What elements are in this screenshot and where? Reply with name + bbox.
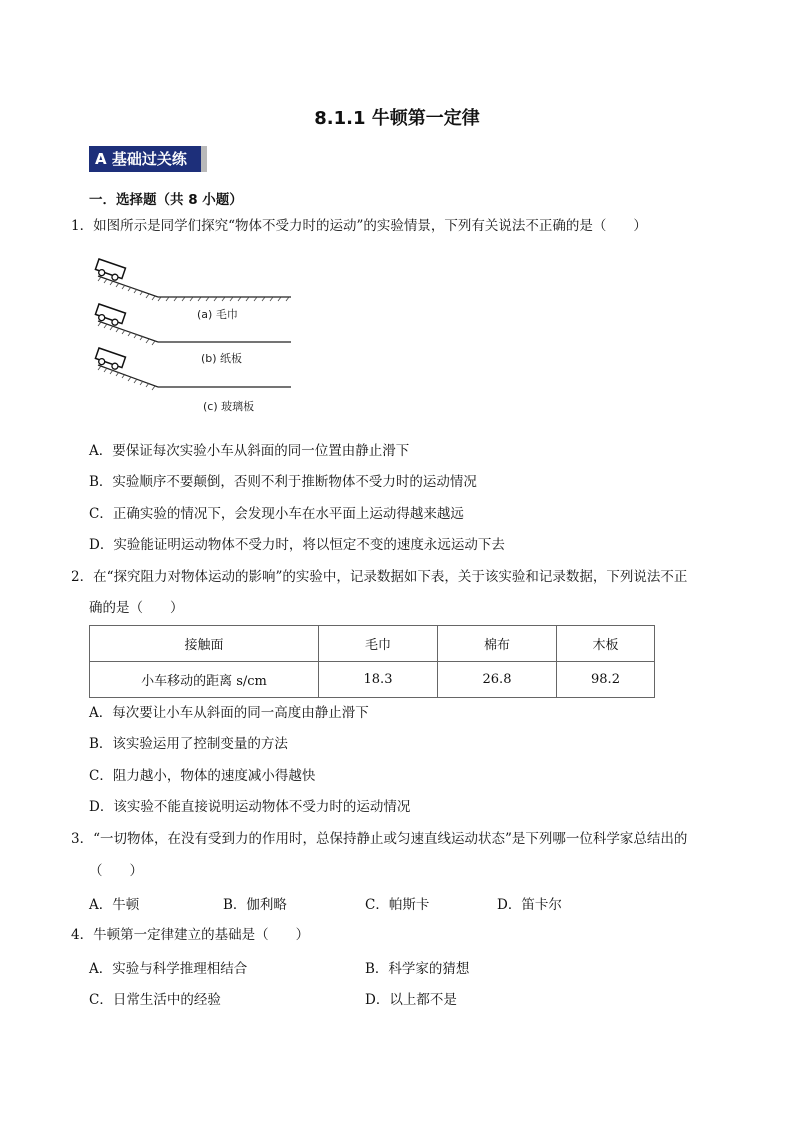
cart-c-icon xyxy=(94,348,125,371)
table-cell: 接触面 xyxy=(90,626,319,662)
table-cell: 26.8 xyxy=(438,662,557,698)
table-cell: 木板 xyxy=(557,626,655,662)
q3-option-a: A．牛顿 xyxy=(89,897,140,913)
table-cell: 棉布 xyxy=(438,626,557,662)
q3-option-d: D．笛卡尔 xyxy=(497,897,562,913)
table-header-row xyxy=(90,626,655,662)
q2-option-c: C．阻力越小，物体的速度减小得越快 xyxy=(89,768,316,784)
data-table xyxy=(89,625,655,698)
cart-b-icon xyxy=(94,304,125,327)
q1-option-c: C．正确实验的情况下，会发现小车在水平面上运动得越来越远 xyxy=(89,506,464,522)
q1-option-b: B．实验顺序不要颠倒，否则不利于推断物体不受力时的运动情况 xyxy=(89,474,477,490)
ramp-b xyxy=(94,304,291,345)
q3-option-b: B．伽利略 xyxy=(223,897,287,913)
question-3-stem-cont: （ ） xyxy=(89,863,143,879)
section-heading: 一．选择题（共 8 小题） xyxy=(89,192,243,208)
q4-options-row-2 xyxy=(89,988,589,1008)
question-4-stem: 4．牛顿第一定律建立的基础是（ ） xyxy=(71,927,310,943)
q1-option-d: D．实验能证明运动物体不受力时，将以恒定不变的速度永远运动下去 xyxy=(89,537,505,553)
q4-option-b: B．科学家的猜想 xyxy=(365,961,470,977)
table-cell: 小车移动的距离 s/cm xyxy=(90,662,319,698)
question-3-stem: 3．“一切物体，在没有受到力的作用时，总保持静止或匀速直线运动状态”是下列哪一位科学家总结出的 xyxy=(71,831,688,847)
table-cell: 18.3 xyxy=(319,662,438,698)
q2-option-b: B．该实验运用了控制变量的方法 xyxy=(89,736,288,752)
q4-option-a: A．实验与科学推理相结合 xyxy=(89,961,248,977)
ramp-a xyxy=(94,259,291,301)
table-cell: 毛巾 xyxy=(319,626,438,662)
page-title: 8.1.1 牛顿第一定律 xyxy=(314,108,480,129)
figure-label-a: (a) 毛巾 xyxy=(197,308,238,321)
q4-option-d: D．以上都不是 xyxy=(365,992,457,1008)
question-1-stem: 1．如图所示是同学们探究“物体不受力时的运动”的实验情景，下列有关说法不正确的是（ ） xyxy=(71,218,647,234)
question-2-stem: 2．在“探究阻力对物体运动的影响”的实验中，记录数据如下表，关于该实验和记录数据，下列说法不正 xyxy=(71,569,688,585)
ramp-c xyxy=(94,348,291,390)
q2-option-a: A．每次要让小车从斜面的同一高度由静止滑下 xyxy=(89,705,369,721)
q2-option-d: D．该实验不能直接说明运动物体不受力时的运动情况 xyxy=(89,799,411,815)
question-2-stem-cont: 确的是（ ） xyxy=(89,600,184,616)
figure-label-c: (c) 玻璃板 xyxy=(203,400,255,413)
table-row xyxy=(90,662,655,698)
q4-option-c: C．日常生活中的经验 xyxy=(89,992,221,1008)
cart-a-icon xyxy=(94,259,125,282)
q3-options xyxy=(89,893,689,913)
ramp-experiment-figure xyxy=(93,254,293,422)
q3-option-c: C．帕斯卡 xyxy=(365,897,430,913)
q4-options-row-1 xyxy=(89,957,589,977)
figure-label-b: (b) 纸板 xyxy=(201,352,243,365)
section-badge: A 基础过关练 xyxy=(89,146,207,172)
table-cell: 98.2 xyxy=(557,662,655,698)
q1-option-a: A．要保证每次实验小车从斜面的同一位置由静止滑下 xyxy=(89,443,410,459)
